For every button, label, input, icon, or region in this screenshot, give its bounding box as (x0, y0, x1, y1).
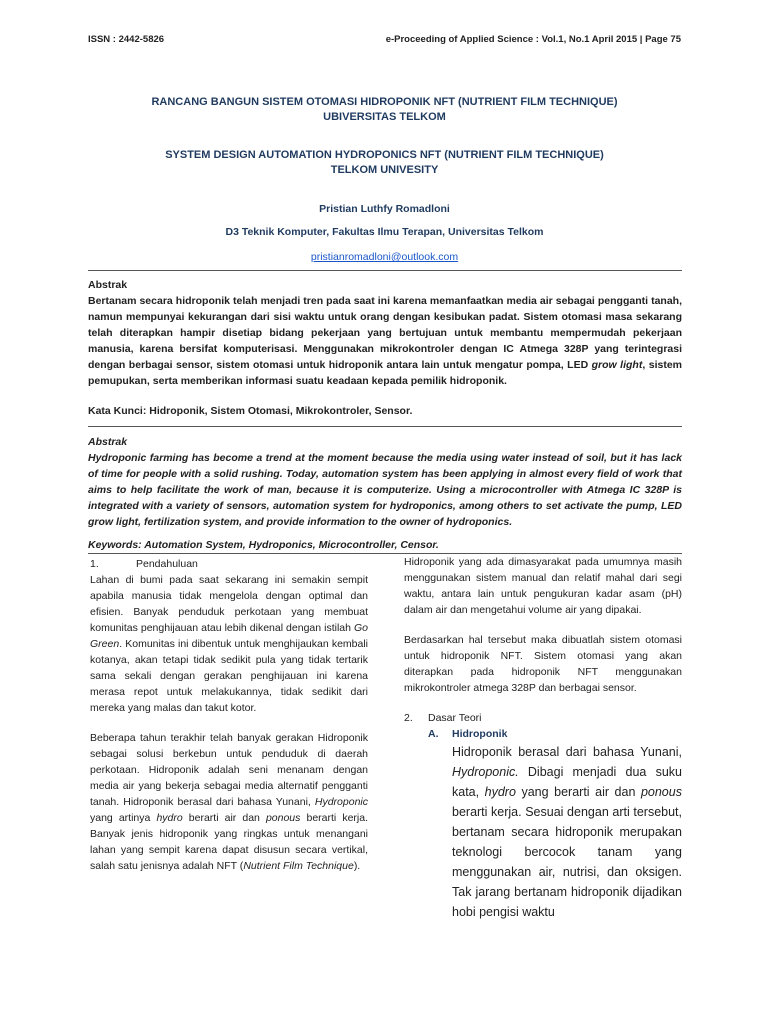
section-2-heading: 2. Dasar Teori (404, 712, 482, 724)
title-english (88, 148, 681, 178)
subsection-a-heading: A. Hidroponik (428, 728, 508, 740)
title-id-line-2: UBIVERSITAS TELKOM (323, 111, 446, 123)
paragraph: Beberapa tahun terakhir telah banyak gerakan Hidroponik sebagai solusi berkebun untuk penduduk di daerah perkotaan. Hidroponik adalah seni menanam dengan media air yang bekerja sebagai media alternatif pengganti tanah. Hidroponik berasal dari bahasa Yunani, Hydroponic yang artinya hydro berarti air dan ponous berarti kerja. Banyak jenis hidroponik yang ringkas untuk menangani lahan yang sempit karena dapat disusun secara vertikal, salah satu jenisnya adalah NFT (Nutrient Film Technique). (90, 732, 368, 872)
abstract-indonesian (88, 277, 682, 389)
paragraph: Lahan di bumi pada saat sekarang ini semakin sempit apabila manusia tidak mengelola dengan optimal dan efisien. Banyak penduduk perkotaan yang membuat komunitas penghijauan atau lebih dikenal dengan istilah Go Green. Komunitas ini dibentuk untuk menghijaukan kembali kotanya, akan tetapi tidak sedikit pula yang tidak tertarik sama sekali dengan gerakan penghijauan ini karena merasa repot untuk melakukannya, tidak sedikit dari mereka yang malas dan takut kotor. (90, 574, 369, 714)
abstract-english (88, 434, 682, 530)
section-1-heading: 1. Pendahuluan (90, 558, 198, 570)
abstract-id-body: Bertanam secara hidroponik telah menjadi tren pada saat ini karena memanfaatkan media air sebagai pengganti tanah, namun mempunyai kekurangan dari sisi waktu untuk orang dengan kesibukan padat. Sistem otomasi masa sekarang telah diterapkan hampir disetiap bidang pekerjaan yang bertujuan untuk membantu mempermudah pekerjaan manusia, karena bersifat komputerisasi. Menggunakan mikrokontroler dengan IC Atmega 328P yang terintegrasi dengan berbagai sensor, sistem otomasi untuk hidroponik antara lain untuk mengatur pompa, LED grow light, sistem pemupukan, serta memberikan informasi suatu keadaan kepada pemilik hidroponik. (88, 295, 682, 387)
issn-label: ISSN : 2442-5826 (88, 34, 165, 45)
left-column (90, 556, 368, 888)
paragraph: Hidroponik yang ada dimasyarakat pada umumnya masih menggunakan sistem manual dan relatif mahal dari segi waktu, antara lain untuk pengukuran kadar asam (pH) dalam air dan mengetahui volume air yang dipakai. (404, 556, 682, 616)
author-email-link[interactable]: pristianromadloni@outlook.com (310, 251, 459, 263)
title-en-line-1: SYSTEM DESIGN AUTOMATION HYDROPONICS NFT (NUTRIENT FILM TECHNIQUE) (165, 149, 604, 161)
title-en-line-2: TELKOM UNIVESITY (330, 164, 439, 176)
keywords-indonesian: Kata Kunci: Hidroponik, Sistem Otomasi, Mikrokontroler, Sensor. (88, 405, 413, 417)
keywords-english: Keywords: Automation System, Hydroponics, Microcontroller, Censor. (88, 539, 439, 551)
title-id-line-1: RANCANG BANGUN SISTEM OTOMASI HIDROPONIK NFT (NUTRIENT FILM TECHNIQUE) (151, 96, 618, 108)
journal-info: e-Proceeding of Applied Science : Vol.1, No.1 April 2015 | Page 75 (385, 34, 681, 45)
divider (88, 426, 682, 427)
paragraph: Berdasarkan hal tersebut maka dibuatlah sistem otomasi untuk hidroponik NFT. Sistem otomasi yang akan diterapkan pada hidroponik NFT menggunakan mikrokontroler atmega 328P dan berbagai sensor. (404, 634, 682, 694)
author-name: Pristian Luthfy Romadloni (319, 203, 450, 215)
title-indonesian (88, 95, 681, 125)
right-column (404, 554, 682, 922)
subsection-a-body: Hidroponik berasal dari bahasa Yunani, Hydroponic. Dibagi menjadi dua suku kata, hydro yang berarti air dan ponous berarti kerja. Sesuai dengan arti tersebut, bertanam secara hidroponik merupakan teknologi bercocok tanam yang menggunakan air, nutrisi, dan oksigen. Tak jarang bertanam hidroponik dijadikan hobi pengisi waktu (452, 745, 682, 919)
abstract-en-body: Hydroponic farming has become a trend at the moment because the media using water instead of soil, but it has lack of time for people with a solid rushing. Today, automation system has been applying in almost every field of work that aims to help facilitate the work of man, because it is computerize. Using a microcontroller with Atmega IC 328P is integrated with a variety of sensors, automation system for hydroponics, among others to set activate the pump, LED grow light, fertilization system, and provide information to the owner of hydroponics. (88, 452, 682, 528)
affiliation: D3 Teknik Komputer, Fakultas Ilmu Terapan, Universitas Telkom (225, 226, 544, 238)
abstract-en-heading: Abstrak (88, 436, 128, 448)
divider (88, 270, 682, 271)
abstract-id-heading: Abstrak (88, 279, 128, 291)
